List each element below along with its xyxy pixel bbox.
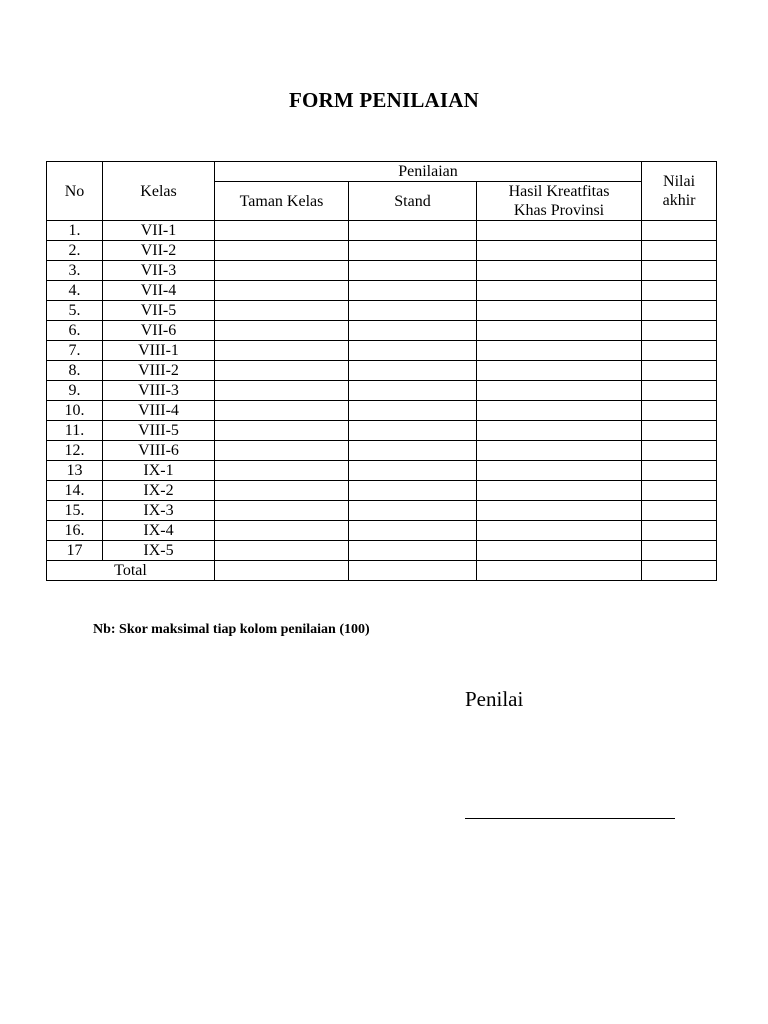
- table-row: [47, 461, 717, 481]
- row-nilai-akhir-cell[interactable]: [642, 321, 717, 341]
- row-stand-cell[interactable]: [349, 241, 477, 261]
- row-nilai-akhir-cell[interactable]: [642, 461, 717, 481]
- row-hasil-cell[interactable]: [477, 281, 642, 301]
- row-hasil-cell[interactable]: [477, 421, 642, 441]
- total-hasil-cell[interactable]: [477, 561, 642, 581]
- row-taman-kelas-cell[interactable]: [215, 361, 349, 381]
- row-stand-cell[interactable]: [349, 481, 477, 501]
- row-kelas: VII-4: [103, 281, 215, 301]
- table-row: [47, 341, 717, 361]
- row-stand-cell[interactable]: [349, 381, 477, 401]
- table-row: [47, 421, 717, 441]
- header-hasil-kreatifitas: [477, 182, 642, 221]
- table-row: [47, 361, 717, 381]
- row-taman-kelas-cell[interactable]: [215, 301, 349, 321]
- table-row: [47, 401, 717, 421]
- row-stand-cell[interactable]: [349, 301, 477, 321]
- row-kelas: IX-5: [103, 541, 215, 561]
- row-no: 12.: [47, 441, 103, 461]
- table-row: [47, 541, 717, 561]
- row-kelas: IX-2: [103, 481, 215, 501]
- row-no: 1.: [47, 221, 103, 241]
- row-kelas: VIII-4: [103, 401, 215, 421]
- row-nilai-akhir-cell[interactable]: [642, 501, 717, 521]
- row-stand-cell[interactable]: [349, 441, 477, 461]
- row-nilai-akhir-cell[interactable]: [642, 541, 717, 561]
- row-taman-kelas-cell[interactable]: [215, 321, 349, 341]
- row-hasil-cell[interactable]: [477, 341, 642, 361]
- total-taman-kelas-cell[interactable]: [215, 561, 349, 581]
- row-stand-cell[interactable]: [349, 281, 477, 301]
- row-taman-kelas-cell[interactable]: [215, 501, 349, 521]
- row-kelas: VIII-3: [103, 381, 215, 401]
- row-hasil-cell[interactable]: [477, 261, 642, 281]
- total-nilai-akhir-cell[interactable]: [642, 561, 717, 581]
- row-kelas: VII-6: [103, 321, 215, 341]
- row-nilai-akhir-cell[interactable]: [642, 281, 717, 301]
- row-nilai-akhir-cell[interactable]: [642, 481, 717, 501]
- row-stand-cell[interactable]: [349, 521, 477, 541]
- header-kelas: Kelas: [103, 162, 215, 221]
- row-no: 13: [47, 461, 103, 481]
- row-taman-kelas-cell[interactable]: [215, 281, 349, 301]
- row-nilai-akhir-cell[interactable]: [642, 381, 717, 401]
- row-hasil-cell[interactable]: [477, 221, 642, 241]
- row-nilai-akhir-cell[interactable]: [642, 361, 717, 381]
- row-taman-kelas-cell[interactable]: [215, 481, 349, 501]
- row-stand-cell[interactable]: [349, 541, 477, 561]
- row-nilai-akhir-cell[interactable]: [642, 241, 717, 261]
- row-no: 11.: [47, 421, 103, 441]
- row-hasil-cell[interactable]: [477, 241, 642, 261]
- row-taman-kelas-cell[interactable]: [215, 421, 349, 441]
- row-no: 14.: [47, 481, 103, 501]
- header-nilai-akhir-line2: akhir: [662, 192, 696, 209]
- header-hasil-line2: Khas Provinsi: [513, 202, 605, 219]
- row-stand-cell[interactable]: [349, 221, 477, 241]
- row-stand-cell[interactable]: [349, 501, 477, 521]
- row-kelas: IX-3: [103, 501, 215, 521]
- page-title: FORM PENILAIAN: [288, 88, 480, 112]
- table-body: [47, 221, 717, 561]
- row-no: 4.: [47, 281, 103, 301]
- row-nilai-akhir-cell[interactable]: [642, 441, 717, 461]
- row-no: 10.: [47, 401, 103, 421]
- row-kelas: VIII-1: [103, 341, 215, 361]
- row-kelas: IX-1: [103, 461, 215, 481]
- row-nilai-akhir-cell[interactable]: [642, 261, 717, 281]
- header-hasil-line1: Hasil Kreatfitas: [508, 183, 610, 200]
- row-no: 9.: [47, 381, 103, 401]
- row-nilai-akhir-cell[interactable]: [642, 401, 717, 421]
- row-stand-cell[interactable]: [349, 421, 477, 441]
- row-kelas: IX-4: [103, 521, 215, 541]
- row-kelas: VII-1: [103, 221, 215, 241]
- row-stand-cell[interactable]: [349, 401, 477, 421]
- row-no: 5.: [47, 301, 103, 321]
- row-hasil-cell[interactable]: [477, 381, 642, 401]
- row-hasil-cell[interactable]: [477, 521, 642, 541]
- table-row: [47, 521, 717, 541]
- row-kelas: VII-3: [103, 261, 215, 281]
- assessment-table: [46, 161, 717, 581]
- row-hasil-cell[interactable]: [477, 461, 642, 481]
- header-stand: Stand: [349, 182, 477, 221]
- row-nilai-akhir-cell[interactable]: [642, 341, 717, 361]
- row-taman-kelas-cell[interactable]: [215, 461, 349, 481]
- row-hasil-cell[interactable]: [477, 441, 642, 461]
- signature-line: [465, 818, 675, 819]
- row-no: 16.: [47, 521, 103, 541]
- total-stand-cell[interactable]: [349, 561, 477, 581]
- row-hasil-cell[interactable]: [477, 321, 642, 341]
- row-no: 8.: [47, 361, 103, 381]
- row-taman-kelas-cell[interactable]: [215, 521, 349, 541]
- row-no: 7.: [47, 341, 103, 361]
- row-kelas: VII-2: [103, 241, 215, 261]
- total-label: Total: [47, 561, 215, 581]
- signature-label: Penilai: [465, 687, 524, 711]
- table-row: [47, 481, 717, 501]
- row-kelas: VIII-2: [103, 361, 215, 381]
- header-no: No: [47, 162, 103, 221]
- header-nilai-akhir: [642, 162, 717, 221]
- row-kelas: VII-5: [103, 301, 215, 321]
- row-taman-kelas-cell[interactable]: [215, 541, 349, 561]
- row-hasil-cell[interactable]: [477, 361, 642, 381]
- row-kelas: VIII-5: [103, 421, 215, 441]
- header-taman-kelas: Taman Kelas: [215, 182, 349, 221]
- row-nilai-akhir-cell[interactable]: [642, 221, 717, 241]
- row-nilai-akhir-cell[interactable]: [642, 421, 717, 441]
- row-hasil-cell[interactable]: [477, 481, 642, 501]
- table-row: [47, 381, 717, 401]
- row-hasil-cell[interactable]: [477, 301, 642, 321]
- row-taman-kelas-cell[interactable]: [215, 341, 349, 361]
- row-taman-kelas-cell[interactable]: [215, 241, 349, 261]
- table-row: [47, 281, 717, 301]
- row-no: 6.: [47, 321, 103, 341]
- table-row: [47, 441, 717, 461]
- total-row: [47, 561, 717, 581]
- header-nilai-akhir-line1: Nilai: [663, 173, 696, 190]
- row-stand-cell[interactable]: [349, 321, 477, 341]
- table-row: [47, 501, 717, 521]
- row-taman-kelas-cell[interactable]: [215, 261, 349, 281]
- row-stand-cell[interactable]: [349, 361, 477, 381]
- table-row: [47, 241, 717, 261]
- header-penilaian: Penilaian: [215, 162, 642, 182]
- row-no: 2.: [47, 241, 103, 261]
- row-taman-kelas-cell[interactable]: [215, 381, 349, 401]
- row-nilai-akhir-cell[interactable]: [642, 521, 717, 541]
- row-taman-kelas-cell[interactable]: [215, 401, 349, 421]
- row-taman-kelas-cell[interactable]: [215, 441, 349, 461]
- row-hasil-cell[interactable]: [477, 401, 642, 421]
- row-hasil-cell[interactable]: [477, 501, 642, 521]
- row-no: 3.: [47, 261, 103, 281]
- row-stand-cell[interactable]: [349, 261, 477, 281]
- table-row: [47, 221, 717, 241]
- note-text: Nb: Skor maksimal tiap kolom penilaian (100): [93, 622, 370, 637]
- table-row: [47, 301, 717, 321]
- row-no: 17: [47, 541, 103, 561]
- row-nilai-akhir-cell[interactable]: [642, 301, 717, 321]
- row-stand-cell[interactable]: [349, 341, 477, 361]
- row-stand-cell[interactable]: [349, 461, 477, 481]
- row-kelas: VIII-6: [103, 441, 215, 461]
- table-row: [47, 261, 717, 281]
- row-taman-kelas-cell[interactable]: [215, 221, 349, 241]
- table-row: [47, 321, 717, 341]
- row-hasil-cell[interactable]: [477, 541, 642, 561]
- row-no: 15.: [47, 501, 103, 521]
